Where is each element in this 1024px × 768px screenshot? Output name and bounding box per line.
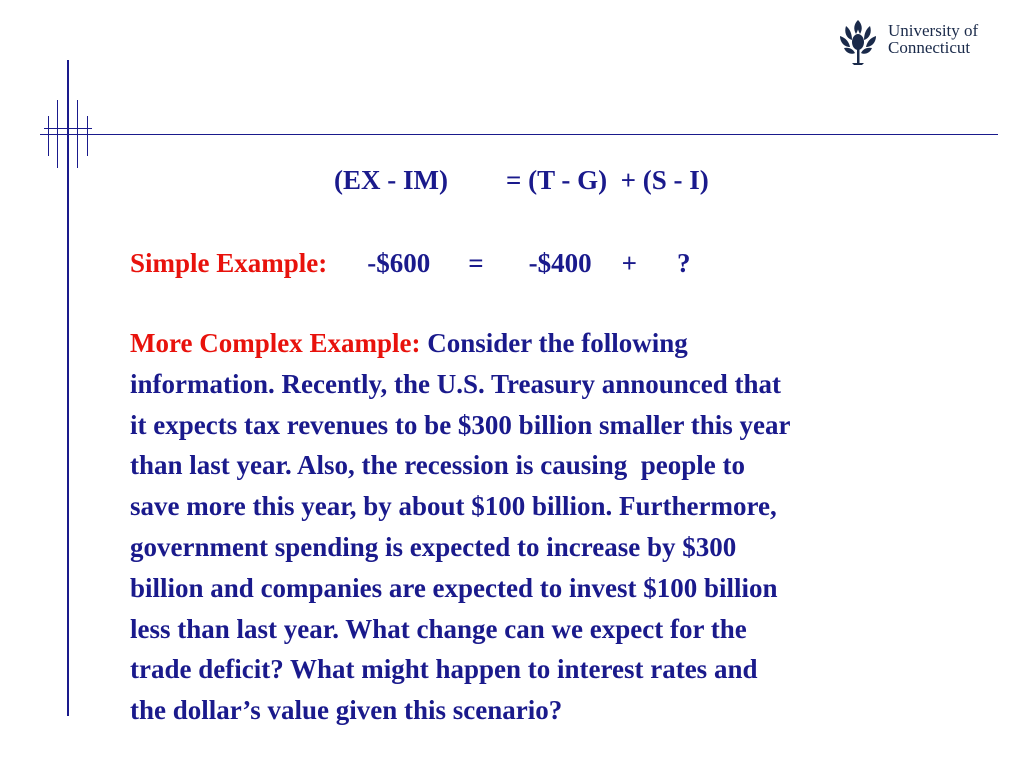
simple-question: ? — [677, 248, 691, 278]
grid-line-4 — [87, 116, 88, 156]
formula-left: (EX - IM) — [334, 165, 448, 195]
complex-text-line: trade deficit? What might happen to interest rates and — [130, 654, 758, 685]
complex-text-line: the dollar’s value given this scenario? — [130, 695, 563, 726]
complex-text-line: than last year. Also, the recession is causing people to — [130, 450, 746, 481]
complex-text-line: save more this year, by about $100 billion. Furthermore, — [130, 491, 777, 522]
formula-right: = (T - G) + (S - I) — [505, 165, 709, 195]
complex-text-line: government spending is expected to increase by $300 — [130, 531, 737, 562]
logo-line-2: Connecticut — [888, 38, 971, 57]
grid-line-1 — [48, 116, 49, 156]
complex-text-line: less than last year. What change can we expect for the — [130, 613, 747, 644]
grid-line-3 — [77, 100, 78, 168]
simple-value-1: -$600 — [367, 248, 431, 278]
grid-line-2 — [57, 100, 58, 168]
complex-text-line: billion and companies are expected to invest $100 billion — [130, 572, 778, 603]
simple-example-label: Simple Example: — [130, 248, 328, 278]
complex-text-line: it expects tax revenues to be $300 billion smaller this year — [130, 409, 791, 440]
simple-example — [130, 248, 691, 279]
university-logo — [836, 14, 996, 66]
complex-example-label: More Complex Example: — [130, 328, 421, 358]
simple-plus: + — [621, 248, 638, 278]
complex-text-line: information. Recently, the U.S. Treasury announced that — [130, 368, 782, 399]
left-vertical-rule — [67, 60, 69, 716]
horizontal-tick — [44, 128, 92, 129]
complex-text-line: Consider the following — [427, 328, 688, 358]
identity-formula — [334, 165, 709, 196]
horizontal-rule — [40, 134, 998, 135]
simple-equals: = — [468, 248, 484, 278]
logo-line-1: University of — [888, 21, 979, 40]
simple-value-2: -$400 — [528, 248, 592, 278]
oak-leaf-logo-icon — [836, 14, 880, 66]
logo-text — [888, 22, 978, 56]
complex-example-paragraph — [130, 323, 990, 731]
complex-line-1 — [130, 323, 990, 364]
